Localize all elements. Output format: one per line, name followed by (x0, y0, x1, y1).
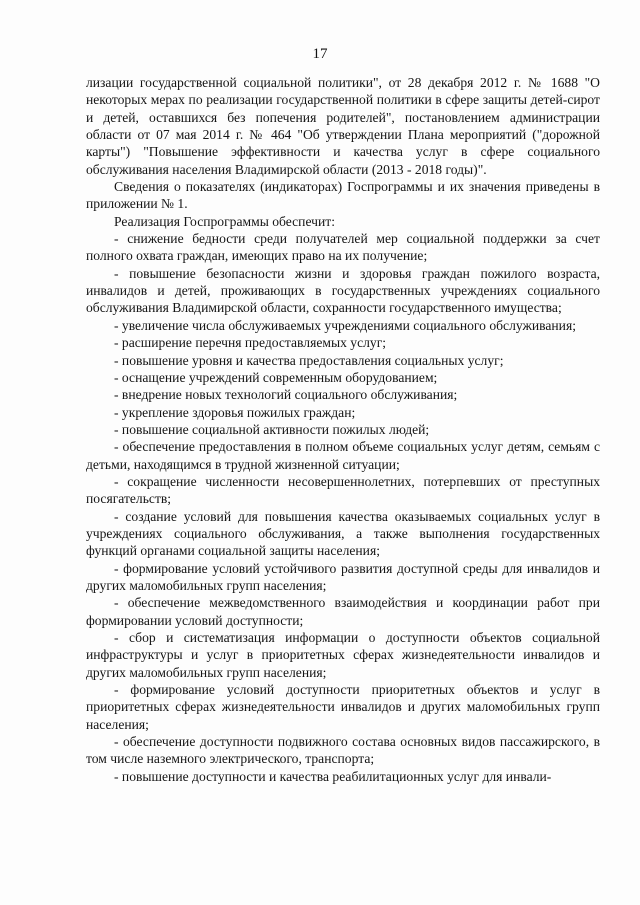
paragraph: - внедрение новых технологий социального обслуживания; (114, 387, 458, 403)
paragraph: - повышение уровня и качества предоставления социальных услуг; (114, 352, 504, 368)
paragraph: - повышение доступности и качества реабилитационных услуг для инвали- (114, 768, 552, 784)
paragraph: - повышение социальной активности пожилых людей; (114, 421, 430, 437)
paragraph: - укрепление здоровья пожилых граждан; (114, 404, 356, 420)
paragraph: - снижение бедности среди получателей мер социальной поддержки за счет полного охвата граждан, имеющих право на их получение; (86, 231, 600, 264)
paragraph: - формирование условий устойчивого развития доступной среды для инвалидов и других маломобильных групп населения; (86, 560, 600, 593)
paragraph: - обеспечение предоставления в полном объеме социальных услуг детям, семьям с детьми, находящимся в трудной жизненной ситуации; (86, 439, 600, 472)
document-body (86, 74, 600, 785)
paragraph: лизации государственной социальной политики", от 28 декабря 2012 г. № 1688 "О некоторых мерах по реализации государственной политики в сфере защиты детей-сирот и детей, оставшихся без попечения родителей", постановлением администрации области от 07 мая 2014 г. № 464 "Об утверждении Плана мероприятий ("дорожной карты") "Повышение эффективности и качества услуг в сфере социального обслуживания населения Владимирской области (2013 - 2018 годы)". (86, 75, 600, 177)
paragraph: Реализация Госпрограммы обеспечит: (114, 213, 335, 229)
paragraph: - повышение безопасности жизни и здоровья граждан пожилого возраста, инвалидов и детей, проживающих в государственных учреждениях социального обслуживания Владимирской области, сохранности государственного имущества; (86, 265, 600, 316)
paragraph: - расширение перечня предоставляемых услуг; (114, 335, 387, 351)
paragraph: - формирование условий доступности приоритетных объектов и услуг в приоритетных сферах жизнедеятельности инвалидов и других маломобильных групп населения; (86, 682, 600, 732)
paragraph: - сокращение численности несовершеннолетних, потерпевших от преступных посягательств; (86, 473, 600, 507)
paragraph: - сбор и систематизация информации о доступности объектов социальной инфраструктуры и услуг в приоритетных сферах жизнедеятельности инвалидов и других маломобильных групп населения; (86, 630, 600, 680)
paragraph: - оснащение учреждений современным оборудованием; (114, 369, 438, 385)
paragraph: Сведения о показателях (индикаторах) Госпрограммы и их значения приведены в приложении № 1. (86, 179, 600, 212)
page-number: 17 (312, 46, 328, 62)
paragraph: - увеличение числа обслуживаемых учреждениями социального обслуживания; (114, 317, 576, 333)
paragraph: - обеспечение межведомственного взаимодействия и координации работ при формировании условий доступности; (86, 595, 600, 628)
paragraph: - обеспечение доступности подвижного состава основных видов пассажирского, в том числе наземного электрического, транспорта; (86, 734, 600, 767)
paragraph: - создание условий для повышения качества оказываемых социальных услуг в учреждениях социального обслуживания, а также выполнения государственных функций органами социальной защиты населения; (86, 508, 600, 559)
